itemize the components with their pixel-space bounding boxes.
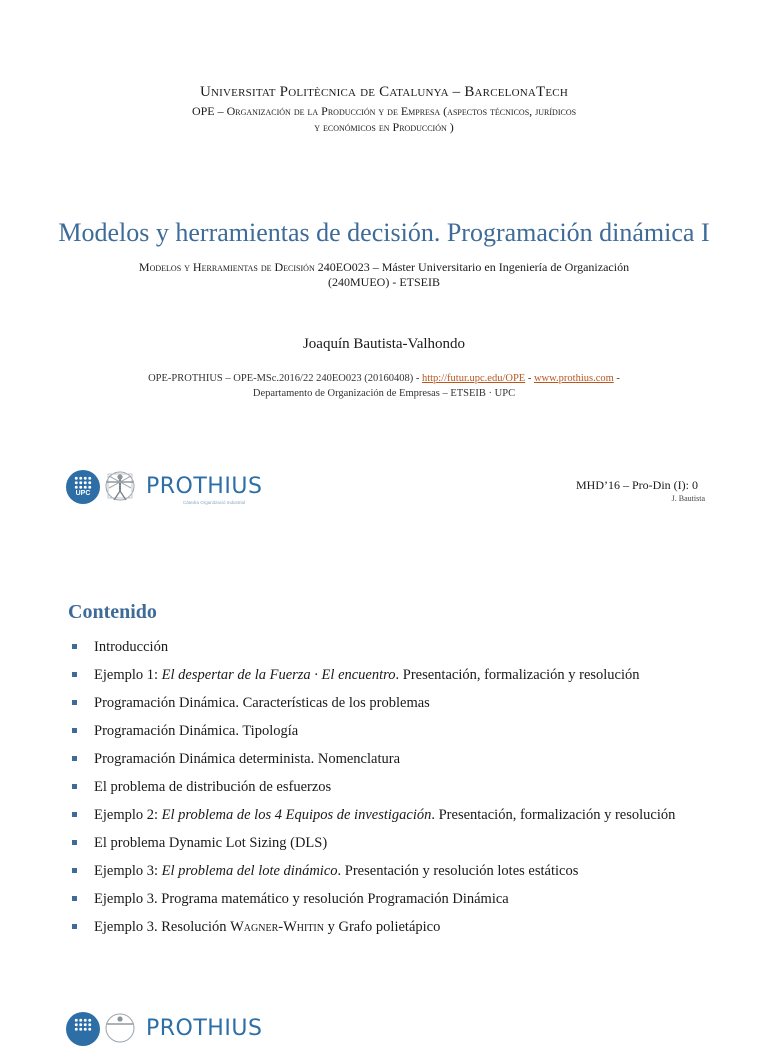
contents-heading: Contenido [68,601,157,623]
list-item [72,862,702,881]
course-name: Modelos y Herramientas de Decisión [138,260,315,274]
list-item [72,778,702,797]
upc-logo-dots [74,476,92,489]
list-item [72,666,702,685]
meta-line-2: Departamento de Organización de Empresas – ETSEIB · UPC [252,388,516,399]
bullet-icon [72,672,77,677]
bullet-icon [72,896,77,901]
vitruvian-man-icon [104,468,136,504]
link-prothius[interactable]: www.prothius.com [533,373,614,384]
bullet-icon [72,728,77,733]
list-item [72,694,702,713]
item-text-tail: . Presentación y resolución lotes estáticos [337,863,579,879]
item-text: Programación Dinámica determinista. Nomenclatura [94,751,401,767]
university-name: Universitat Politècnica de Catalunya – BarcelonaTech [200,84,568,100]
list-item [72,722,702,741]
item-text: Ejemplo 3. Resolución [94,919,231,935]
item-text-tail: . Presentación, formalización y resolución [431,807,676,823]
item-emphasis: El despertar de la Fuerza · El encuentro [161,667,396,683]
slide-footer-author: J. Bautista [671,494,705,503]
item-text-tail: y Grafo polietápico [323,919,441,935]
slide-footer-code: MHD’16 – Pro-Din (I): 0 [576,478,698,492]
upc-logo-dots-2 [74,1018,92,1031]
item-text: El problema Dynamic Lot Sizing (DLS) [94,835,328,851]
bullet-icon [72,924,77,929]
item-emphasis: El problema de los 4 Equipos de investigación [161,807,432,823]
list-item [72,638,702,657]
item-text: Ejemplo 2: [94,807,162,823]
item-smallcaps: Wagner-Whitin [230,919,324,935]
upc-logo-text: UPC [75,490,91,497]
subtitle-line-2: (240MUEO) - ETSEIB [328,275,440,289]
list-item [72,806,702,825]
upc-logo [66,470,100,504]
bullet-icon [72,868,77,873]
item-text: Ejemplo 3. Programa matemático y resolución Programación Dinámica [94,891,509,907]
item-text: El problema de distribución de esfuerzos [94,779,332,795]
list-item [72,750,702,769]
bullet-icon [72,700,77,705]
vitruvian-man-icon-2 [104,1010,136,1046]
link-futur-upc[interactable]: http://futur.upc.edu/OPE [421,373,526,384]
bullet-icon [72,840,77,845]
slide2-footer-logos [0,1008,768,1041]
prothius-brand: PROTHIUS [146,474,263,499]
prothius-brand-2: PROTHIUS [146,1016,263,1041]
meta-suffix: - [613,373,620,384]
list-item [72,834,702,853]
bullet-icon [72,812,77,817]
meta-separator: - [525,373,534,384]
department-line-2: y económicos en Producción ) [314,120,454,134]
meta-prefix: OPE-PROTHIUS – OPE-MSc.2016/22 240EO023 (20160408) - [148,373,422,384]
prothius-tagline: Càtedra Organització Industrial [183,500,246,505]
item-text-tail: . Presentación, formalización y resolución [395,667,640,683]
item-text: Ejemplo 3: [94,863,162,879]
contents-list [72,638,702,946]
bullet-icon [72,756,77,761]
item-text: Programación Dinámica. Características de los problemas [94,695,430,711]
item-emphasis: El problema del lote dinámico [161,863,338,879]
author-name: Joaquín Bautista-Valhondo [302,336,466,352]
item-text: Ejemplo 1: [94,667,162,683]
bullet-icon [72,644,77,649]
item-text: Introducción [94,639,169,655]
item-text: Programación Dinámica. Tipología [94,723,299,739]
list-item [72,890,702,909]
upc-logo-2 [66,1012,100,1046]
meta-line-1 [0,373,768,384]
department-line-1: OPE – Organización de la Producción y de Empresa (aspectos técnicos, jurídicos [191,104,577,118]
course-code: 240EO023 – Máster Universitario en Ingeniería de Organización [314,260,630,274]
slide-title: Modelos y herramientas de decisión. Programación dinámica I [58,218,710,247]
bullet-icon [72,784,77,789]
list-item [72,918,702,937]
subtitle-line-1 [0,260,768,275]
